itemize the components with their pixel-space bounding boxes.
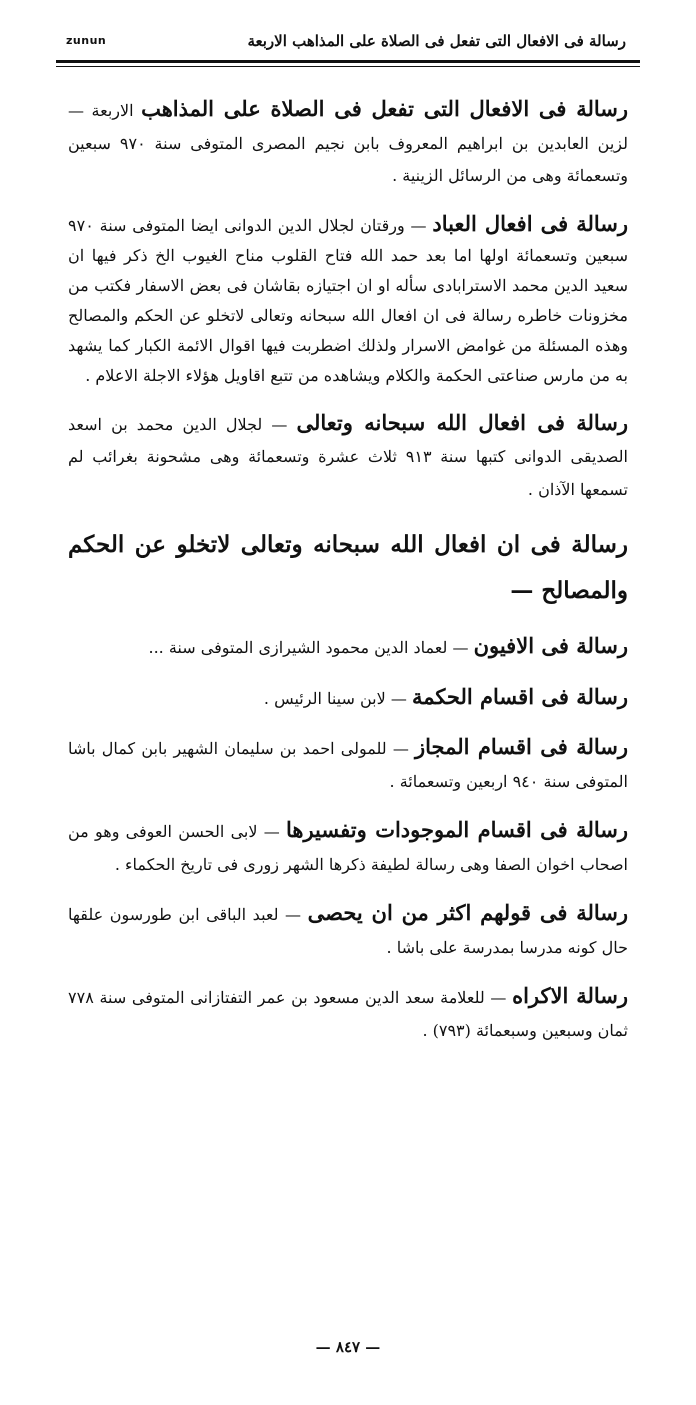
entry xyxy=(68,897,628,964)
header-rule xyxy=(56,60,640,63)
entry-title: رسالة فى الافيون xyxy=(473,633,628,658)
entry xyxy=(68,209,628,391)
entry-body: — ورقتان لجلال الدين الدوانى ايضا المتوفى سنة ٩٧٠ سبعين وتسعمائة اولها اما بعد حمد الله فتاح القلوب مناح الغيوب الخ ذكر فيها ان سعيد الدين محمد الاسترابادى سأله او ان اجتيازه بقاشان فى بعض الاسفار فكتب من مخزونات خاطره رسالة فى ان افعال الله سبحانه وتعالى لاتخلو عن الحكم والمصالح وهذه المسئلة من غوامض الاسرار ولذلك اضطربت فيها اقوال الائمة الكبار كما يشهد به من مارس صناعتى الحكمة والكلام ويشاهده من تتبع اقاويل هؤلاء الاجلة الاعلام . xyxy=(68,215,628,385)
entry-title: رسالة فى اقسام المجاز xyxy=(415,734,628,759)
entry xyxy=(68,407,628,507)
entry-body: — لعبد الباقى ابن طورسون علقها حال كونه مدرسا بمدرسة على باشا . xyxy=(68,905,628,957)
entry-title: رسالة فى اقسام الموجودات وتفسيرها xyxy=(285,817,628,842)
entry-body: — للمولى احمد بن سليمان الشهير بابن كمال باشا المتوفى سنة ٩٤٠ اربعين وتسعمائة . xyxy=(68,739,628,791)
entry-title: رسالة فى قولهم اكثر من ان يحصى xyxy=(307,900,628,925)
entry-body: — لابن سينا الرئيس . xyxy=(263,688,407,708)
entry xyxy=(68,681,628,716)
entry-title: رسالة الاكراه xyxy=(512,983,629,1008)
entry-body: الاربعة — لزين العابدين بن ابراهيم المعروف بابن نجيم المصرى المتوفى سنة ٩٧٠ سبعين وتسعمائة وهى من الرسائل الزينية . xyxy=(68,101,629,185)
entry-title: رسالة فى الافعال التى تفعل فى الصلاة على المذاهب xyxy=(141,96,628,121)
entry-title: رسالة فى افعال العباد xyxy=(432,210,628,236)
entry xyxy=(68,93,628,193)
entry-title: رسالة فى اقسام الحكمة xyxy=(411,683,628,709)
entry xyxy=(68,980,628,1047)
entry xyxy=(68,630,628,665)
entry-title: رسالة فى ان افعال الله سبحانه وتعالى لاتخلو عن الحكم والمصالح — xyxy=(68,531,628,604)
entry xyxy=(68,522,628,614)
entry-body: — لجلال الدين محمد بن اسعد الصديقى الدوانى كتبها سنة ٩١٣ ثلاث عشرة وتسعمائة وهى مشحونة بغرائب لم تسمعها الآذان . xyxy=(68,414,629,499)
entry-body: — للعلامة سعد الدين مسعود بن عمر التفتازانى المتوفى سنة ٧٧٨ ثمان وسبعين وسبعمائة (٧٩٣) . xyxy=(68,988,628,1040)
entry xyxy=(68,731,628,798)
entries-list xyxy=(56,67,640,1047)
entry-body: — لابى الحسن العوفى وهو من اصحاب اخوان الصفا وهى رسالة لطيفة ذكرها الشهر زورى فى تاريخ الحكماء . xyxy=(68,822,628,874)
running-title: رسالة فى الافعال التى تفعل فى الصلاة على المذاهب الاربعة xyxy=(247,32,626,50)
entry-body: — لعماد الدين محمود الشيرازى المتوفى سنة ... xyxy=(148,638,469,657)
entry xyxy=(68,814,628,881)
entry-title: رسالة فى افعال الله سبحانه وتعالى xyxy=(296,409,628,435)
running-header xyxy=(56,28,640,58)
page-number: — ٨٤٧ — xyxy=(315,1338,381,1356)
signature-mark: zunun xyxy=(66,34,107,47)
